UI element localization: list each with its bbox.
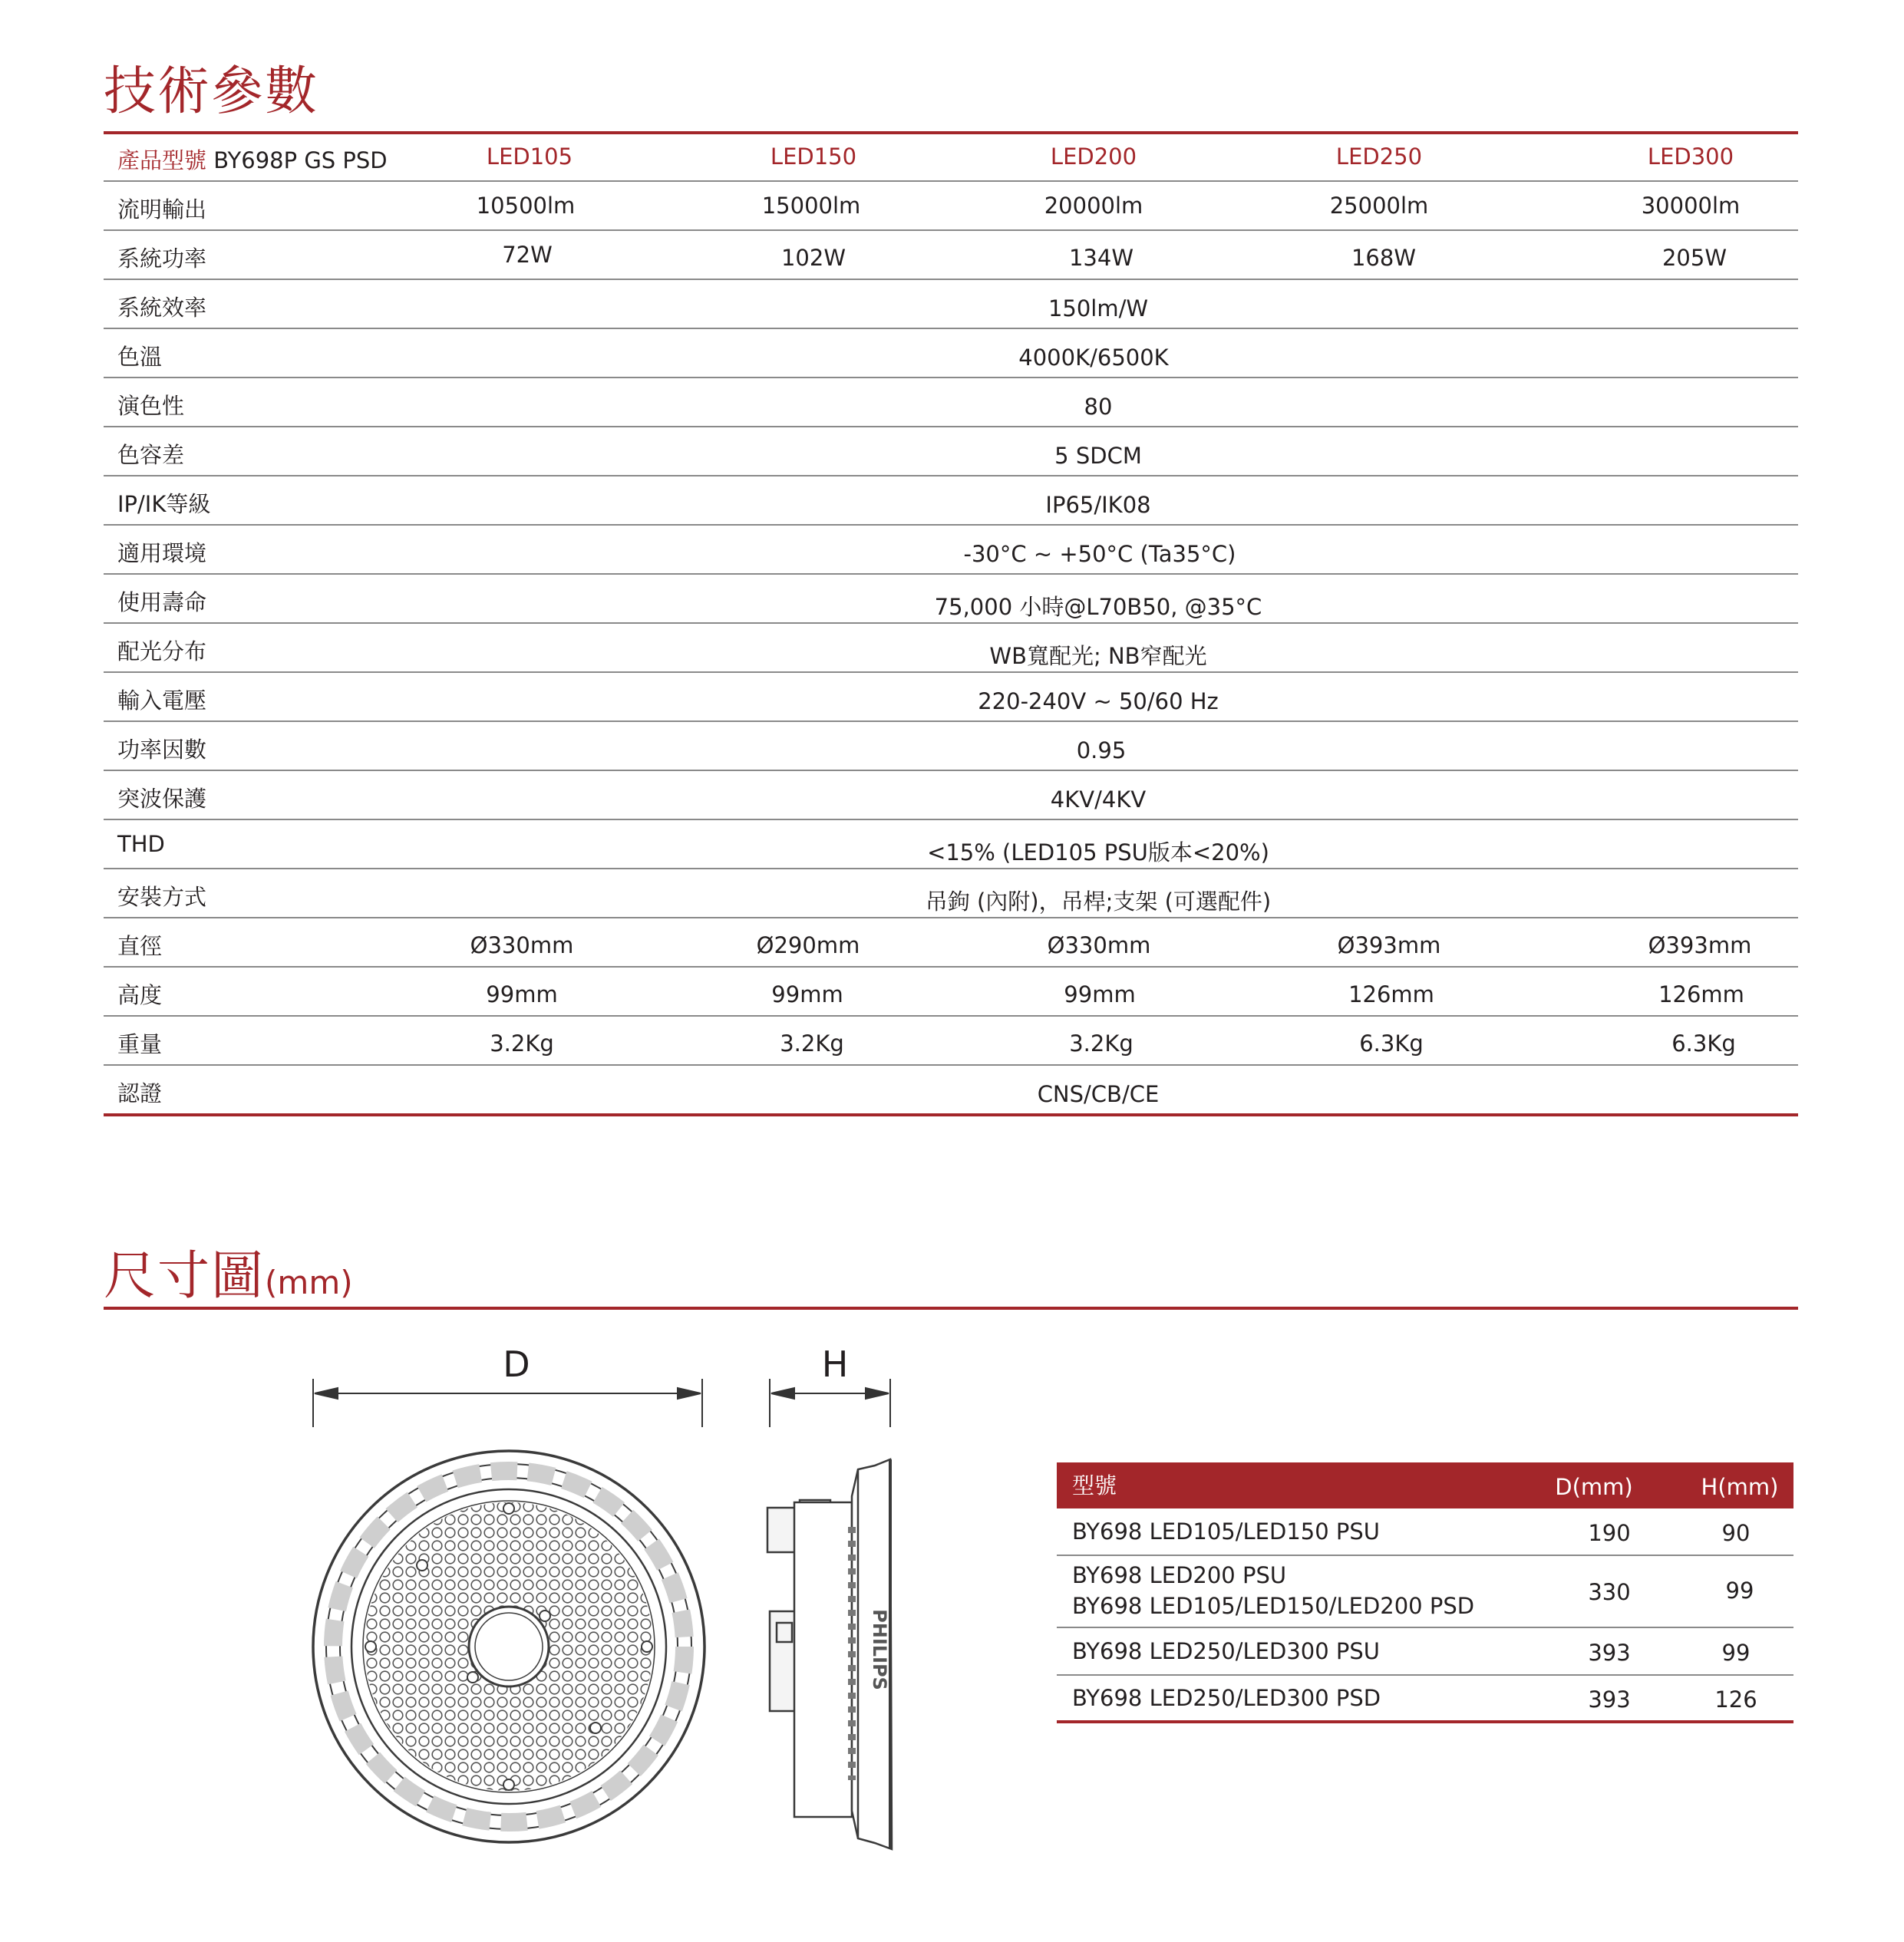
value-cell: 10500lm bbox=[476, 193, 576, 219]
value-cell: 220-240V ~ 50/60 Hz bbox=[978, 688, 1219, 714]
value-cell: 99mm bbox=[486, 981, 558, 1007]
value-cell: 99mm bbox=[771, 981, 843, 1007]
model-d-value: 190 bbox=[1588, 1520, 1631, 1546]
model-code: BY698P GS PSD bbox=[213, 147, 388, 173]
model-row bbox=[1057, 1508, 1793, 1556]
row-label: 色溫 bbox=[117, 344, 163, 370]
h-label: H bbox=[821, 1344, 849, 1385]
value-cell: Ø330mm bbox=[470, 932, 574, 958]
model-name: BY698 LED105/LED150 PSU bbox=[1072, 1518, 1381, 1545]
row-label: 認證 bbox=[117, 1080, 163, 1106]
value-cell: Ø393mm bbox=[1648, 932, 1752, 958]
value-cell: 134W bbox=[1068, 245, 1134, 271]
model-label-prefix: 產品型號 bbox=[117, 147, 207, 173]
models-header-row bbox=[1057, 1462, 1793, 1508]
models-table bbox=[1057, 1462, 1793, 1723]
d-column-header: D(mm) bbox=[1555, 1474, 1633, 1500]
row-label: 系統效率 bbox=[117, 295, 207, 321]
row-label: THD bbox=[117, 831, 165, 857]
model-column-header: 型號 bbox=[1072, 1472, 1117, 1499]
dimension-title-unit: (mm) bbox=[265, 1264, 353, 1301]
model-h-value: 90 bbox=[1721, 1520, 1751, 1546]
value-cell: 72W bbox=[502, 242, 553, 268]
value-cell: 205W bbox=[1661, 245, 1727, 271]
h-dimension-line bbox=[770, 1379, 890, 1427]
value-cell: 吊鉤 (內附)，吊桿;支架 (可選配件) bbox=[925, 889, 1272, 915]
value-cell: 4KV/4KV bbox=[1050, 786, 1147, 813]
model-row bbox=[1057, 1628, 1793, 1676]
model-row bbox=[1057, 1676, 1793, 1723]
value-cell: 75,000 小時@L70B50, @35°C bbox=[934, 594, 1262, 620]
value-cell: 25000lm bbox=[1329, 193, 1429, 219]
value-cell: Ø290mm bbox=[756, 932, 860, 958]
row-label: 流明輸出 bbox=[117, 196, 207, 223]
model-h-value: 99 bbox=[1725, 1578, 1754, 1604]
row-label: 系統功率 bbox=[117, 246, 207, 272]
value-cell: CNS/CB/CE bbox=[1037, 1081, 1160, 1107]
row-label: 直徑 bbox=[117, 933, 163, 959]
value-cell: 126mm bbox=[1348, 981, 1434, 1007]
model-header-cell: LED250 bbox=[1335, 143, 1423, 170]
row-label: 色容差 bbox=[117, 442, 185, 468]
value-cell: -30°C ~ +50°C (Ta35°C) bbox=[963, 541, 1236, 567]
row-label: 安裝方式 bbox=[117, 884, 207, 910]
row-label: IP/IK等級 bbox=[117, 491, 211, 517]
value-cell: 99mm bbox=[1064, 981, 1136, 1007]
value-cell: <15% (LED105 PSU版本<20%) bbox=[927, 839, 1269, 865]
model-h-value: 126 bbox=[1714, 1686, 1757, 1713]
value-cell: 6.3Kg bbox=[1359, 1030, 1424, 1057]
row-label: 配光分布 bbox=[117, 638, 207, 664]
value-cell: 0.95 bbox=[1076, 737, 1127, 763]
row-label: 高度 bbox=[117, 982, 163, 1008]
value-cell: WB寬配光; NB窄配光 bbox=[989, 643, 1207, 669]
value-cell: Ø330mm bbox=[1047, 932, 1151, 958]
model-name: BY698 LED250/LED300 PSD bbox=[1072, 1685, 1381, 1711]
front-view bbox=[313, 1451, 705, 1842]
value-cell: 20000lm bbox=[1044, 193, 1143, 219]
value-cell: Ø393mm bbox=[1337, 932, 1441, 958]
model-d-value: 330 bbox=[1588, 1579, 1631, 1605]
row-label: 突波保護 bbox=[117, 786, 207, 812]
value-cell: 6.3Kg bbox=[1671, 1030, 1736, 1057]
row-label: 使用壽命 bbox=[117, 589, 207, 615]
value-cell: 30000lm bbox=[1641, 193, 1741, 219]
dimension-title-text: 尺寸圖 bbox=[104, 1246, 266, 1307]
model-name: BY698 LED250/LED300 PSU bbox=[1072, 1638, 1381, 1664]
row-label: 演色性 bbox=[117, 393, 185, 419]
model-name-line2: BY698 LED105/LED150/LED200 PSD bbox=[1072, 1593, 1475, 1619]
value-cell: 3.2Kg bbox=[1069, 1030, 1133, 1057]
value-cell: 3.2Kg bbox=[780, 1030, 844, 1057]
value-cell: 150lm/W bbox=[1048, 295, 1149, 321]
value-cell: 5 SDCM bbox=[1054, 443, 1142, 469]
model-h-value: 99 bbox=[1721, 1640, 1751, 1666]
spec-section-title: 技術參數 bbox=[104, 61, 319, 122]
model-header-cell: LED150 bbox=[770, 143, 857, 170]
value-cell: 4000K/6500K bbox=[1018, 345, 1169, 371]
model-name: BY698 LED200 PSU bbox=[1072, 1562, 1287, 1588]
d-label: D bbox=[503, 1344, 530, 1385]
value-cell: IP65/IK08 bbox=[1045, 492, 1151, 518]
model-header-cell: LED105 bbox=[486, 143, 573, 170]
value-cell: 3.2Kg bbox=[490, 1030, 554, 1057]
d-dimension-line bbox=[313, 1379, 702, 1427]
model-d-value: 393 bbox=[1588, 1686, 1631, 1713]
h-column-header: H(mm) bbox=[1701, 1474, 1779, 1500]
row-label: 適用環境 bbox=[117, 540, 207, 566]
value-cell: 126mm bbox=[1658, 981, 1744, 1007]
row-label: 輸入電壓 bbox=[117, 687, 207, 714]
value-cell: 80 bbox=[1084, 394, 1113, 420]
model-header-cell: LED300 bbox=[1647, 143, 1734, 170]
model-d-value: 393 bbox=[1588, 1640, 1631, 1666]
value-cell: 15000lm bbox=[761, 193, 861, 219]
value-cell: 102W bbox=[780, 245, 846, 271]
model-row bbox=[1057, 1556, 1793, 1628]
brand-logo: PHILIPS bbox=[869, 1609, 890, 1690]
model-header-cell: LED200 bbox=[1050, 143, 1137, 170]
row-label: 重量 bbox=[117, 1031, 163, 1057]
row-label: 功率因數 bbox=[117, 737, 207, 763]
value-cell: 168W bbox=[1351, 245, 1417, 271]
